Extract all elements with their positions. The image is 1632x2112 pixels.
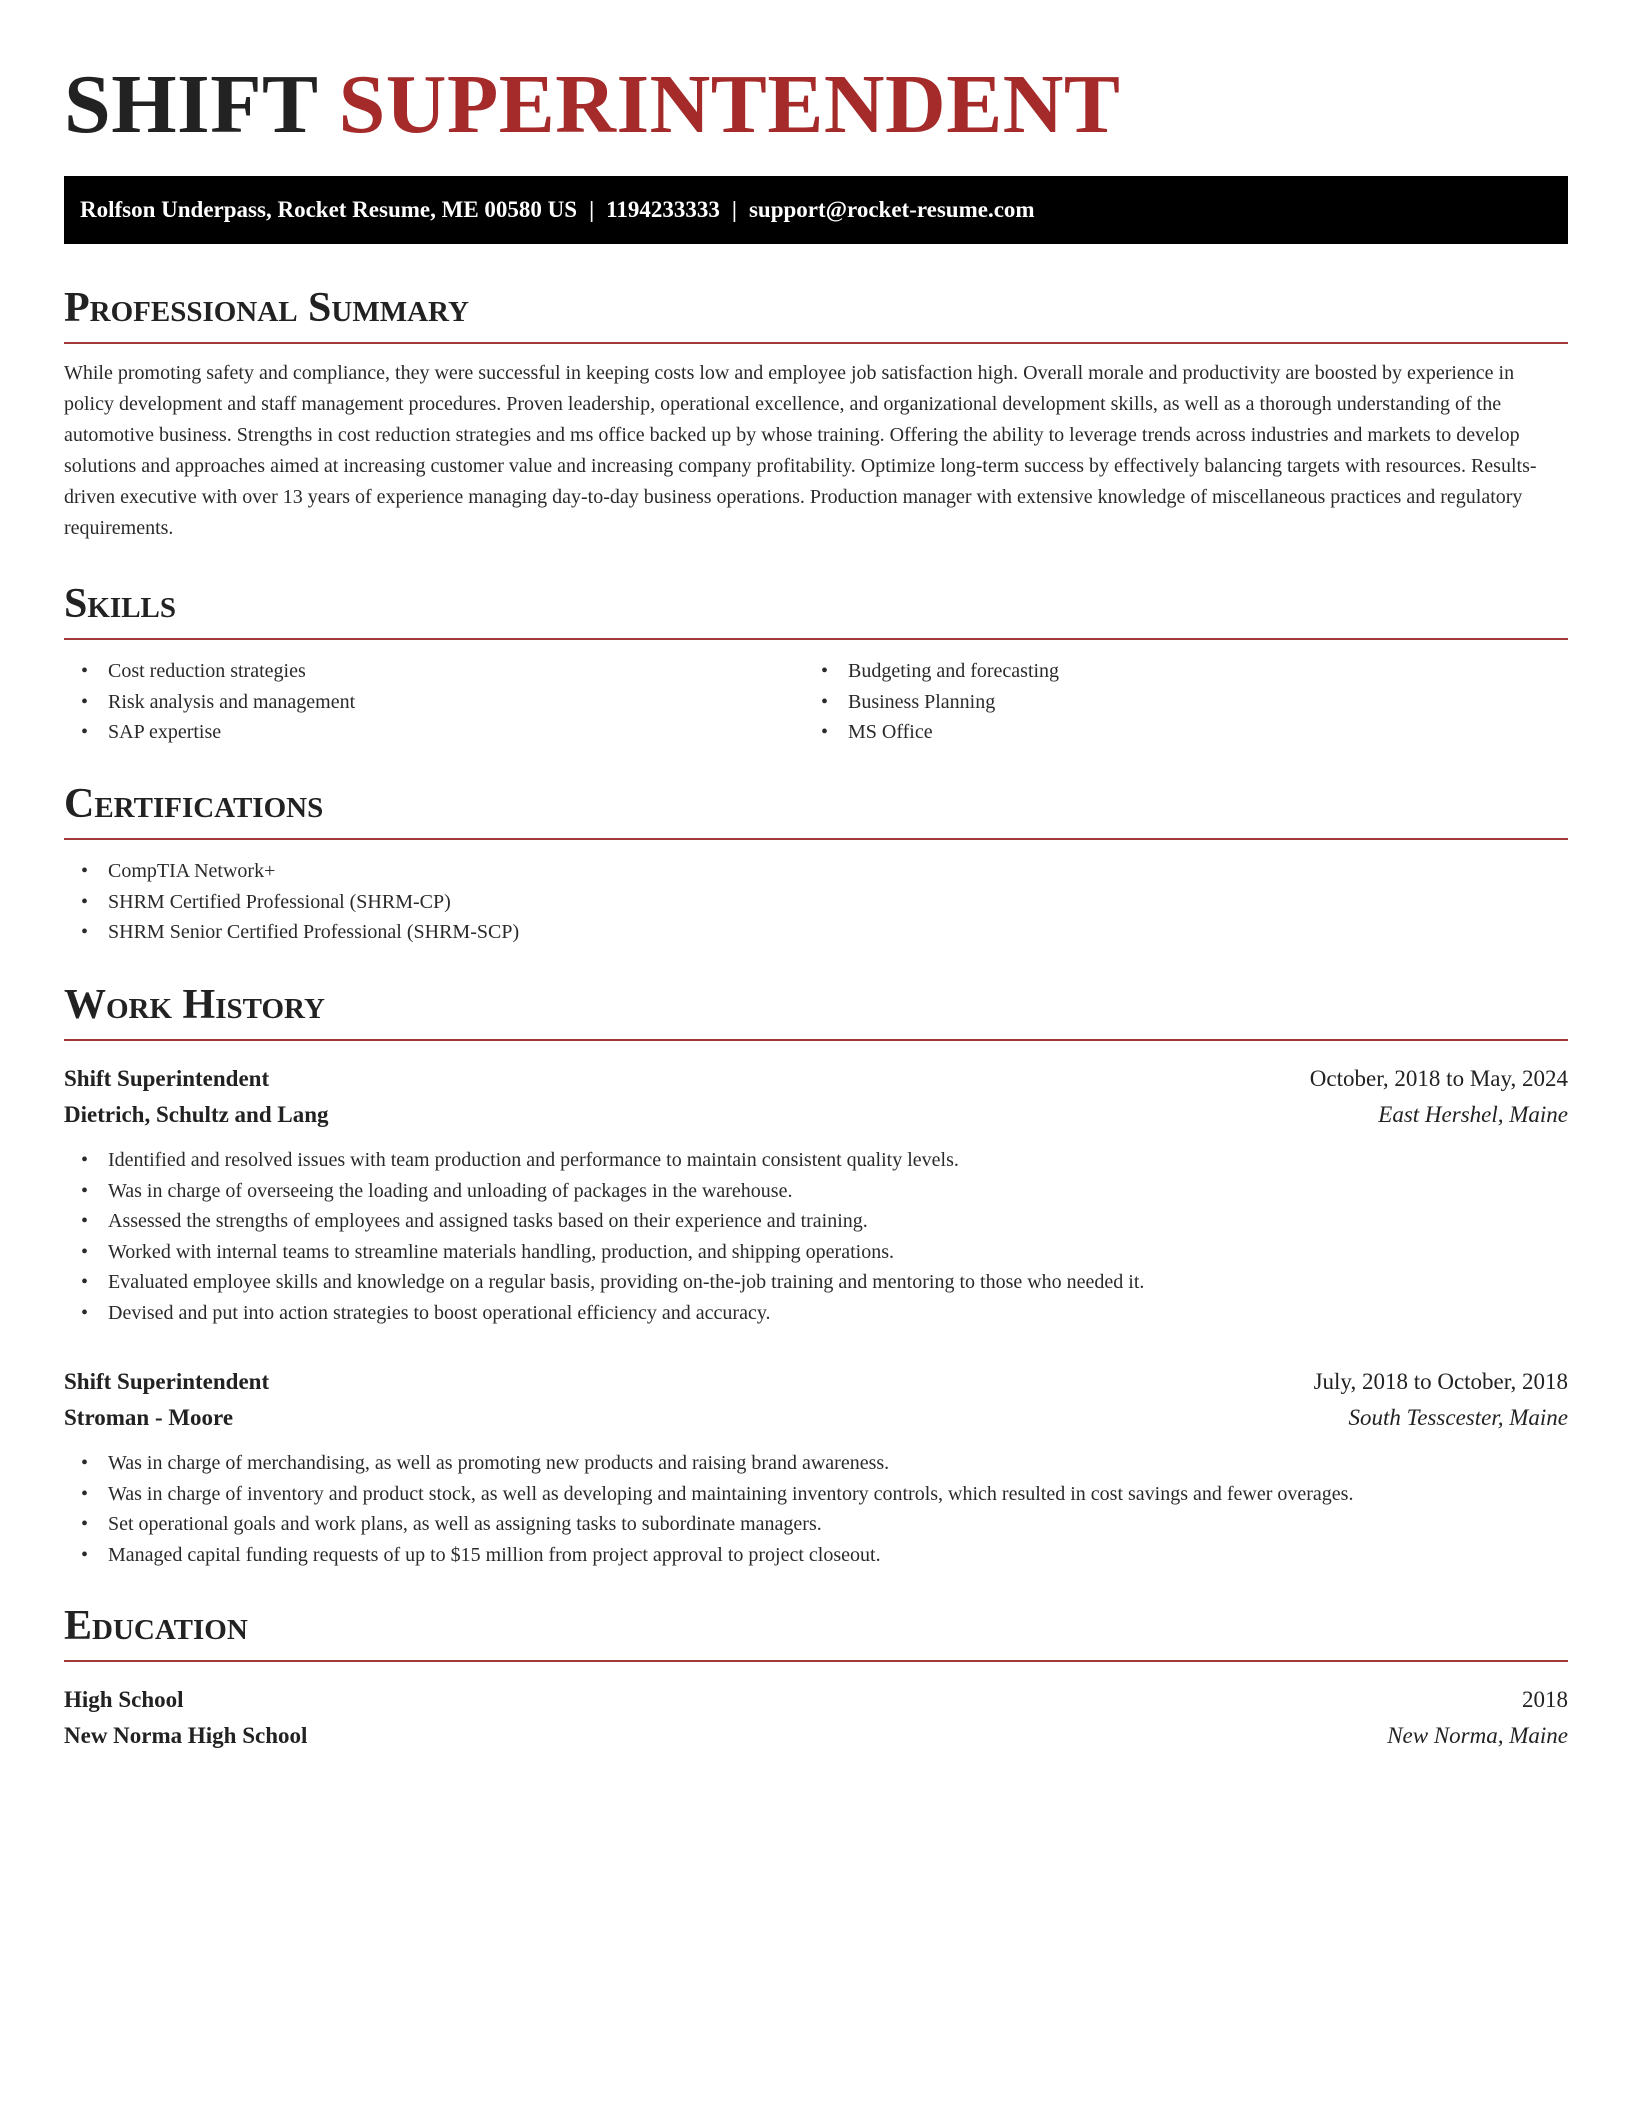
certification-item (64, 887, 1568, 918)
skill-text: Cost reduction strategies (108, 660, 306, 682)
job-dates: July, 2018 to October, 2018 (1313, 1369, 1568, 1394)
education-year: 2018 (1522, 1687, 1568, 1712)
education-section (64, 1600, 1568, 1754)
education-location: New Norma, Maine (1387, 1723, 1568, 1748)
skill-text: SAP expertise (108, 721, 222, 743)
job-location: East Hershel, Maine (1378, 1102, 1568, 1127)
certifications-list (64, 856, 1568, 948)
job-bullet (64, 1267, 1568, 1298)
bullet-icon: • (81, 690, 89, 713)
bullet-icon: • (81, 1513, 89, 1535)
work-history-section (64, 979, 1568, 1570)
bullet-icon: • (81, 1149, 89, 1171)
bullet-icon: • (821, 660, 829, 682)
skills-list-right (804, 656, 1544, 748)
job-company-row (64, 1097, 1568, 1133)
job-title-row (64, 1364, 1568, 1400)
skills-section (64, 578, 1568, 748)
certification-text: SHRM Certified Professional (SHRM-CP) (108, 890, 451, 913)
skill-item (804, 656, 1544, 687)
contact-bar (64, 176, 1568, 244)
summary-section (64, 282, 1568, 544)
bullet-icon: • (81, 921, 89, 943)
job-bullet-text: Identified and resolved issues with team production and performance to maintain consistent quality levels. (108, 1149, 959, 1171)
skill-item (64, 717, 804, 748)
skill-text: Risk analysis and management (108, 690, 356, 713)
skill-item (804, 717, 1544, 748)
job-company: Dietrich, Schultz and Lang (64, 1102, 329, 1127)
education-school: New Norma High School (64, 1723, 308, 1748)
job-entry (64, 1364, 1568, 1570)
bullet-icon: • (81, 1482, 89, 1505)
job-bullet (64, 1237, 1568, 1268)
job-company-row (64, 1400, 1568, 1436)
section-divider (64, 638, 1568, 640)
job-bullet-text: Was in charge of inventory and product stock, as well as developing and maintaining inventory controls, which resulted in cost savings and fewer overages. (108, 1482, 1354, 1505)
job-bullet (64, 1479, 1568, 1510)
job-company: Stroman - Moore (64, 1405, 234, 1430)
skill-text: Budgeting and forecasting (848, 660, 1060, 682)
skill-text: MS Office (848, 721, 933, 743)
contact-email[interactable]: support@rocket-resume.com (748, 197, 1035, 222)
bullet-icon: • (81, 1452, 89, 1474)
summary-text: While promoting safety and compliance, they were successful in keeping costs low and employee job satisfaction high. Overall morale and productivity are boosted by experience in policy development and staff management procedures. Proven leadership, operational excellence, and organizational development skills, as well as a thorough understanding of the automotive business. Strengths in cost reduction strategies and ms office backed up by whose training. Offering the ability to leverage trends across industries and markets to develop solutions and approaches aimed at increasing customer value and increasing company profitability. Optimize long-term success by effectively balancing targets with resources. Results-driven executive with over 13 years of experience managing day-to-day business operations. Production manager with extensive knowledge of miscellaneous practices and regulatory requirements. (64, 362, 1537, 539)
job-bullet-text: Was in charge of overseeing the loading and unloading of packages in the warehouse. (108, 1179, 793, 1202)
section-divider (64, 1660, 1568, 1662)
certification-text: CompTIA Network+ (108, 860, 276, 882)
skills-list-left (64, 656, 804, 748)
bullet-icon: • (81, 1210, 89, 1232)
job-title: Shift Superintendent (64, 1369, 270, 1394)
skills-grid (64, 656, 1568, 748)
contact-phone: 1194233333 (606, 197, 720, 222)
bullet-icon: • (81, 1301, 89, 1324)
name-last: SUPERINTENDENT (338, 58, 1121, 151)
contact-separator: | (731, 197, 737, 222)
education-entry (64, 1682, 1568, 1754)
bullet-icon: • (821, 690, 829, 713)
job-bullet (64, 1176, 1568, 1207)
bullet-icon: • (81, 860, 89, 882)
job-bullet-text: Set operational goals and work plans, as well as assigning tasks to subordinate managers. (108, 1513, 822, 1535)
job-bullets (64, 1145, 1568, 1328)
job-bullet (64, 1298, 1568, 1329)
certification-text: SHRM Senior Certified Professional (SHRM-SCP) (108, 921, 520, 943)
job-bullet (64, 1509, 1568, 1540)
skill-text: Business Planning (848, 690, 996, 713)
job-bullet-text: Managed capital funding requests of up to $15 million from project approval to project closeout. (108, 1543, 881, 1566)
work-history-heading: Work History (64, 982, 325, 1028)
certifications-section (64, 778, 1568, 948)
job-bullet-text: Assessed the strengths of employees and assigned tasks based on their experience and training. (108, 1210, 868, 1232)
bullet-icon: • (81, 890, 89, 913)
section-divider (64, 342, 1568, 344)
job-title: Shift Superintendent (64, 1066, 270, 1091)
certification-item (64, 856, 1568, 887)
summary-heading: Professional Summary (64, 285, 469, 331)
job-entry (64, 1061, 1568, 1328)
skill-item (804, 687, 1544, 718)
job-bullet-text: Evaluated employee skills and knowledge on a regular basis, providing on-the-job training and mentoring to those who needed it. (108, 1271, 1145, 1293)
contact-address: Rolfson Underpass, Rocket Resume, ME 00580 US (80, 197, 578, 222)
bullet-icon: • (81, 1271, 89, 1293)
skill-item (64, 656, 804, 687)
education-degree-row (64, 1682, 1568, 1718)
education-degree: High School (64, 1687, 184, 1712)
name-first: SHIFT (64, 58, 318, 151)
job-title-row (64, 1061, 1568, 1097)
job-bullet (64, 1540, 1568, 1571)
bullet-icon: • (81, 721, 89, 743)
education-heading: Education (64, 1603, 248, 1649)
job-dates: October, 2018 to May, 2024 (1309, 1066, 1568, 1091)
certification-item (64, 917, 1568, 948)
bullet-icon: • (81, 660, 89, 682)
job-bullet (64, 1206, 1568, 1237)
job-location: South Tesscester, Maine (1348, 1405, 1568, 1430)
contact-separator: | (589, 197, 595, 222)
bullet-icon: • (81, 1240, 89, 1263)
section-divider (64, 1039, 1568, 1041)
job-bullet (64, 1145, 1568, 1176)
skills-heading: Skills (64, 581, 177, 627)
section-divider (64, 838, 1568, 840)
resume-name (64, 0, 1568, 165)
resume-page (64, 0, 1568, 1748)
bullet-icon: • (81, 1179, 89, 1202)
job-bullet-text: Devised and put into action strategies to boost operational efficiency and accuracy. (108, 1301, 771, 1324)
bullet-icon: • (821, 721, 829, 743)
bullet-icon: • (81, 1543, 89, 1566)
job-bullets (64, 1448, 1568, 1570)
certifications-heading: Certifications (64, 781, 324, 827)
skill-item (64, 687, 804, 718)
education-school-row (64, 1718, 1568, 1754)
job-bullet (64, 1448, 1568, 1479)
job-bullet-text: Was in charge of merchandising, as well as promoting new products and raising brand awareness. (108, 1452, 890, 1474)
job-bullet-text: Worked with internal teams to streamline materials handling, production, and shipping operations. (108, 1240, 894, 1263)
